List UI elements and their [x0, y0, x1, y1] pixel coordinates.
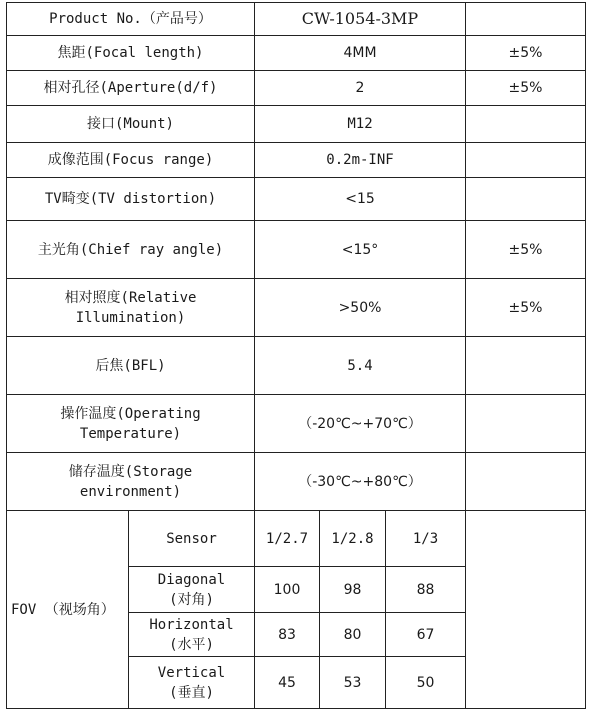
- fov-row-label: Diagonal (对角): [129, 567, 255, 613]
- spec-label: 主光角(Chief ray angle): [7, 221, 255, 279]
- sensor-size: 1/2.8: [320, 511, 386, 567]
- fov-value: 100: [255, 567, 320, 613]
- spec-row: [7, 36, 586, 71]
- spec-row: [7, 143, 586, 178]
- fov-value: 83: [255, 613, 320, 657]
- spec-value: （-20℃~+70℃）: [255, 395, 466, 453]
- spec-row: [7, 221, 586, 279]
- spec-row: [7, 106, 586, 143]
- fov-value: 50: [386, 657, 466, 709]
- spec-label: 操作温度(Operating Temperature): [7, 395, 255, 453]
- spec-value: 5.4: [255, 337, 466, 395]
- spec-row: [7, 178, 586, 221]
- product-no-value: CW-1054-3MP: [255, 3, 466, 36]
- fov-label: FOV （视场角）: [7, 511, 129, 709]
- spec-label: 后焦(BFL): [7, 337, 255, 395]
- spec-label: 相对照度(Relative Illumination): [7, 279, 255, 337]
- spec-value: >50%: [255, 279, 466, 337]
- spec-label: 焦距(Focal length): [7, 36, 255, 71]
- tolerance-cell: [466, 3, 586, 36]
- spec-row: [7, 279, 586, 337]
- spec-tolerance: ±5%: [466, 221, 586, 279]
- spec-value: （-30℃~+80℃）: [255, 453, 466, 511]
- spec-label: 储存温度(Storage environment): [7, 453, 255, 511]
- spec-value: M12: [255, 106, 466, 143]
- fov-value: 67: [386, 613, 466, 657]
- spec-tolerance: ±5%: [466, 279, 586, 337]
- fov-value: 88: [386, 567, 466, 613]
- spec-label: 相对孔径(Aperture(d/f): [7, 71, 255, 106]
- spec-value: <15°: [255, 221, 466, 279]
- fov-value: 98: [320, 567, 386, 613]
- spec-sheet: [6, 2, 585, 713]
- fov-value: 53: [320, 657, 386, 709]
- spec-label: TV畸变(TV distortion): [7, 178, 255, 221]
- spec-tolerance: ±5%: [466, 71, 586, 106]
- spec-tolerance: ±5%: [466, 36, 586, 71]
- spec-tolerance: [466, 337, 586, 395]
- fov-row-label: Vertical (垂直): [129, 657, 255, 709]
- spec-tolerance: [466, 178, 586, 221]
- spec-tolerance: [466, 143, 586, 178]
- fov-sensor-row: [7, 511, 586, 567]
- spec-value: <15: [255, 178, 466, 221]
- sensor-size: 1/2.7: [255, 511, 320, 567]
- sensor-label: Sensor: [129, 511, 255, 567]
- spec-row: [7, 71, 586, 106]
- spec-table: [6, 2, 586, 709]
- spec-tolerance: [466, 106, 586, 143]
- spec-tolerance: [466, 395, 586, 453]
- product-no-label: Product No.（产品号）: [7, 3, 255, 36]
- spec-row: [7, 453, 586, 511]
- spec-row: [7, 337, 586, 395]
- header-row: [7, 3, 586, 36]
- spec-label: 成像范围(Focus range): [7, 143, 255, 178]
- fov-value: 80: [320, 613, 386, 657]
- spec-value: 2: [255, 71, 466, 106]
- fov-value: 45: [255, 657, 320, 709]
- spec-tolerance: [466, 453, 586, 511]
- spec-label: 接口(Mount): [7, 106, 255, 143]
- spec-value: 0.2m-INF: [255, 143, 466, 178]
- sensor-size: 1/3: [386, 511, 466, 567]
- spec-value: 4MM: [255, 36, 466, 71]
- spec-row: [7, 395, 586, 453]
- fov-tolerance-cell: [466, 511, 586, 709]
- fov-row-label: Horizontal (水平): [129, 613, 255, 657]
